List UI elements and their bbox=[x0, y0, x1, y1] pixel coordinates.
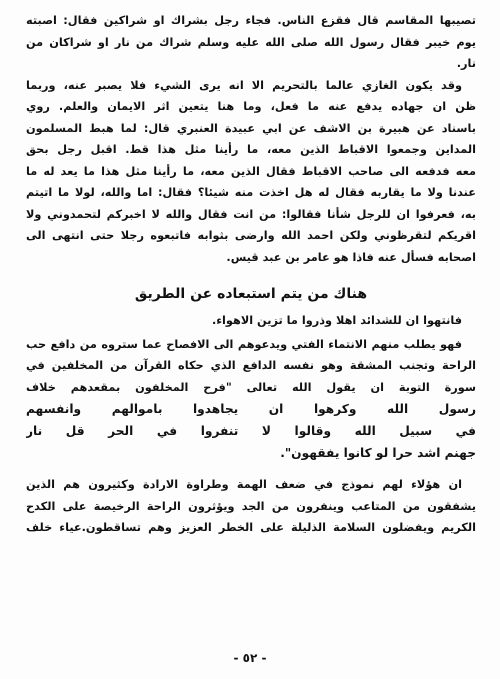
text-line: تصيبها المقاسم قال فقزع الناس. فجاء رجل بشراك او شراكين فقال: اصبته bbox=[26, 14, 476, 27]
text-line: وقد يكون الغازي عالما بالتحريم الا انه يرى الشيء فلا يصبر عنه، وربما bbox=[26, 78, 462, 92]
text-line: الراحة وتجنب المشقة وهو نفسه الدافع الذي حكاه القرآن من المخلفين في bbox=[26, 359, 476, 372]
paragraph-4 bbox=[26, 334, 476, 399]
text-line: باسناد عن هبيرة بن الاشف عن ابي عبيدة العنبري قال: لما هبط المسلمون bbox=[26, 121, 476, 135]
text-line: عندنا ولا ما يقاربه فقال له هل اخذت منه شيئا؟ فقال: اما والله، لولا ما اتيتم bbox=[26, 186, 476, 199]
text-line: فانتهوا ان للشدائد اهلا وذروا ما تزين الاهواء. bbox=[211, 314, 462, 327]
page-number: - ٥٢ - bbox=[233, 651, 267, 665]
paragraph-1 bbox=[26, 10, 476, 75]
paragraph-2 bbox=[26, 75, 476, 269]
text-line: سورة التوبة ان يقول الله تعالى "فرح المخلفون بمقعدهم خلاف bbox=[26, 380, 476, 394]
text-line: نار. bbox=[456, 57, 476, 70]
text-line: اقريكم لتقرظوني ولكن احمد الله وارضى بثوابه فاتبعوه رجلا حتى انتهى الى bbox=[26, 229, 476, 242]
text-line: معه فدفعه الى صاحب الاقباط فقال الذين معه، ما رأينا مثل هذا ما يعد له ما bbox=[26, 164, 476, 178]
text-line: به، فعرفوا ان للرجل شأنا فقالوا: من انت فقال والله لا اخبركم لتحمدوني ولا bbox=[26, 207, 476, 221]
text-line: يشفقون من المتاعب وينفرون من الجد ويؤثرون الراحة الرخيصة على الكدح bbox=[26, 499, 476, 513]
text-line: فهو يطلب منهم الانتماء الفتي ويدعوهم الى الافصاح عما ستروه من دافع حب bbox=[26, 337, 462, 351]
spacer bbox=[26, 464, 476, 474]
verse-line: في سبيل الله وقالوا لا تنفروا في الحر قل نار bbox=[26, 424, 476, 438]
text-line: الكريم ويفضلون السلامة الذليلة على الخطر العزيز وهم تساقطون.عياء خلف bbox=[26, 521, 476, 534]
verse-line: جهنم اشد حرا لو كانوا يفقهون". bbox=[280, 446, 476, 460]
text-line: ظن ان جهاده يدفع عنه ما فعل، وما هنا يتعين اثر الايمان والعلم. روي bbox=[26, 100, 476, 113]
text-line: اصحابه فسأل عنه فاذا هو عامر بن عبد قيس. bbox=[226, 250, 476, 264]
paragraph-3 bbox=[26, 310, 476, 332]
quran-verse bbox=[26, 398, 476, 464]
paragraph-5 bbox=[26, 474, 476, 539]
text-line: المداين وجمعوا الاقباط الذين معه، ما رأينا مثل هذا قط. اقبل رجل بحق bbox=[26, 143, 476, 156]
text-line: يوم خيبر فقال رسول الله صلى الله عليه وسلم شراك من نار او شراكان من bbox=[26, 35, 476, 49]
text-line: ان هؤلاء لهم نموذج في ضعف الهمة وطراوة الارادة وكثيرون هم الذين bbox=[26, 478, 462, 491]
section-heading: هناك من يتم استبعاده عن الطريق bbox=[134, 286, 368, 302]
verse-line: رسول الله وكرهوا ان يجاهدوا باموالهم وانفسهم bbox=[26, 402, 476, 416]
